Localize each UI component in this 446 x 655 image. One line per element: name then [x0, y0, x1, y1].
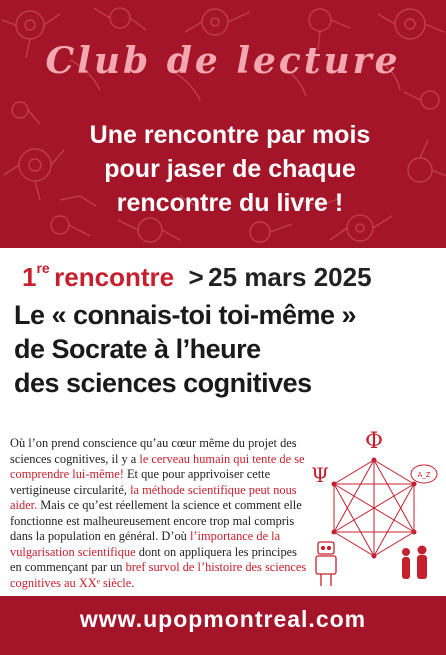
description-highlight: l’importance de la vulgarisation scientifique	[10, 529, 281, 559]
footer-banner	[0, 596, 446, 655]
tagline-line: rencontre du livre !	[116, 189, 344, 217]
description-highlight: le cerveau humain qui tente de se comprendre lui-même!	[10, 451, 305, 481]
description-text: Mais ce qu’est réellement la science et comment elle fonctionne est malheureusement encore trop mal compris dans la population en général. D’où	[10, 498, 302, 543]
phi-symbol: Φ	[364, 429, 384, 454]
tagline	[40, 118, 420, 220]
event-description	[10, 436, 310, 591]
event-title-line: Le « connais-toi toi-même »	[14, 300, 357, 330]
meeting-label: rencontre	[54, 262, 175, 292]
event-title-line: de Socrate à l’heure	[14, 334, 261, 364]
people-icon	[402, 546, 427, 580]
psi-symbol: Ψ	[311, 463, 329, 487]
meeting-separator: >	[188, 262, 204, 292]
meeting-number: 1	[22, 262, 37, 292]
meeting-ordinal-suffix: re	[36, 260, 50, 276]
meeting-date: 25 mars 2025	[208, 262, 372, 292]
speech-bubble-text: A_Z	[417, 471, 431, 479]
club-title: Club de lecture	[45, 40, 401, 82]
tagline-line: pour jaser de chaque	[104, 155, 356, 183]
meeting-line	[22, 262, 372, 296]
tagline-line: Une rencontre par mois	[89, 121, 371, 149]
description-highlight: la méthode scientifique peut nous aider.	[10, 482, 297, 512]
description-text: Et que pour apprivoiser cette vertigineuse circularité,	[10, 467, 271, 497]
robot-icon	[316, 542, 336, 586]
speech-bubble-icon	[411, 465, 437, 483]
event-title	[14, 298, 434, 400]
website-url: www.upopmontreal.com	[79, 606, 367, 632]
description-text: Où l’on prend conscience qu’au cœur même du projet des sciences cognitives, il y a	[10, 436, 297, 466]
description-text: dont on appliquera les principes en commençant par un	[10, 544, 297, 574]
description-highlight: bref survol de l’histoire des sciences cognitives au XXᵉ siècle	[10, 560, 307, 590]
event-title-line: des sciences cognitives	[14, 368, 312, 398]
cognitive-science-hexagon-diagram	[306, 424, 442, 594]
header-banner	[0, 0, 446, 248]
description-text: .	[131, 575, 135, 590]
